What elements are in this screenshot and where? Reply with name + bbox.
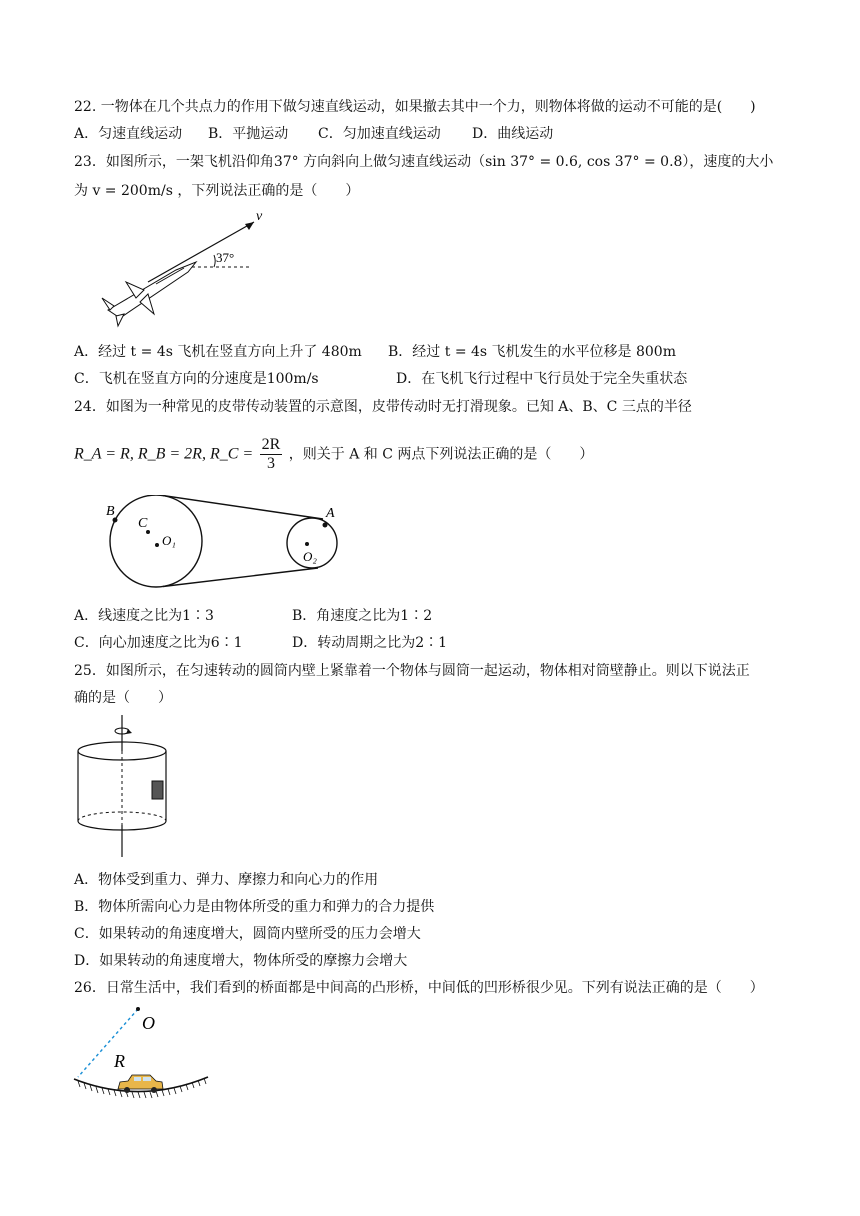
- q25-option-a: A．物体受到重力、弹力、摩擦力和向心力的作用: [74, 872, 379, 888]
- q24-fraction-denominator: 3: [266, 455, 275, 472]
- q22-option-a: A．匀速直线运动: [74, 126, 183, 142]
- q24-stem-line1: 24．如图为一种常见的皮带传动装置的示意图，皮带传动时无打滑现象。已知 A、B、C 三点的半径: [74, 399, 692, 415]
- q26-stem: 26．日常生活中，我们看到的桥面都是中间高的凸形桥，中间低的凹形桥很少见。下列有说法正确的是（ ）: [74, 980, 764, 996]
- q22-stem: 22. 一物体在几个共点力的作用下做匀速直线运动，如果撤去其中一个力，则物体将做的运动不可能的是( ): [74, 99, 756, 115]
- q23-option-d: D．在飞机飞行过程中飞行员处于完全失重状态: [396, 371, 688, 387]
- q23-option-a: A．经过 t = 4s 飞机在竖直方向上升了 480m: [74, 344, 362, 360]
- q23-stem-line2: 为 v = 200m/s ，下列说法正确的是（ ）: [74, 183, 360, 199]
- airplane-icon: [102, 262, 196, 326]
- q24-stem-suffix: ，则关于 A 和 C 两点下列说法正确的是（ ）: [288, 446, 594, 463]
- point-b-label: B: [106, 504, 115, 519]
- q25-stem-line1: 25．如图所示，在匀速转动的圆筒内壁上紧靠着一个物体与圆筒一起运动，物体相对筒壁静止。则以下说法正: [74, 663, 750, 679]
- center-o2-label: O₂: [303, 549, 317, 564]
- q24-option-d: D．转动周期之比为2∶1: [292, 635, 448, 651]
- q22-option-b: B．平抛运动: [208, 126, 289, 142]
- q25-option-b: B．物体所需向心力是由物体所受的重力和弹力的合力提供: [74, 899, 435, 915]
- rotation-arrow-icon: [115, 728, 132, 734]
- q25-option-c: C．如果转动的角速度增大，圆筒内壁所受的压力会增大: [74, 926, 421, 942]
- center-o-label: O: [142, 1013, 155, 1033]
- point-c-label: C: [138, 516, 148, 531]
- q25-option-d: D．如果转动的角速度增大，物体所受的摩擦力会增大: [74, 953, 408, 969]
- belt-pulley-figure: [100, 495, 350, 595]
- q24-equation: R_A = R, R_B = 2R, R_C =: [74, 445, 254, 463]
- q25-stem-line2: 确的是（ ）: [74, 690, 172, 706]
- object-block: [152, 781, 163, 799]
- rotating-cylinder-figure: [76, 715, 176, 860]
- q24-stem-line2: [74, 436, 593, 473]
- radius-r-label: R: [114, 1051, 125, 1071]
- center-o1-label: O₁: [162, 533, 176, 548]
- q24-option-a: A．线速度之比为1∶3: [74, 608, 214, 624]
- point-a-label: A: [326, 506, 335, 521]
- q24-fraction-numerator: 2R: [261, 436, 281, 453]
- q24-option-c: C．向心加速度之比为6∶1: [74, 635, 243, 651]
- q24-fraction: [260, 436, 283, 473]
- q22-option-d: D．曲线运动: [472, 126, 554, 142]
- angle-label: 37°: [216, 250, 235, 265]
- q22-option-c: C．匀加速直线运动: [318, 126, 441, 142]
- q24-option-b: B．角速度之比为1∶2: [292, 608, 433, 624]
- q23-option-b: B．经过 t = 4s 飞机发生的水平位移是 800m: [388, 344, 676, 360]
- concave-bridge-figure: [72, 1005, 212, 1105]
- car-icon: [118, 1075, 163, 1093]
- velocity-label: v: [256, 210, 263, 224]
- q23-stem-line1: 23．如图所示，一架飞机沿仰角37° 方向斜向上做匀速直线运动（sin 37° = 0.6, cos 37° = 0.8），速度的大小: [74, 154, 774, 170]
- airplane-figure: [96, 210, 266, 330]
- q23-option-c: C．飞机在竖直方向的分速度是100m/s: [74, 371, 319, 387]
